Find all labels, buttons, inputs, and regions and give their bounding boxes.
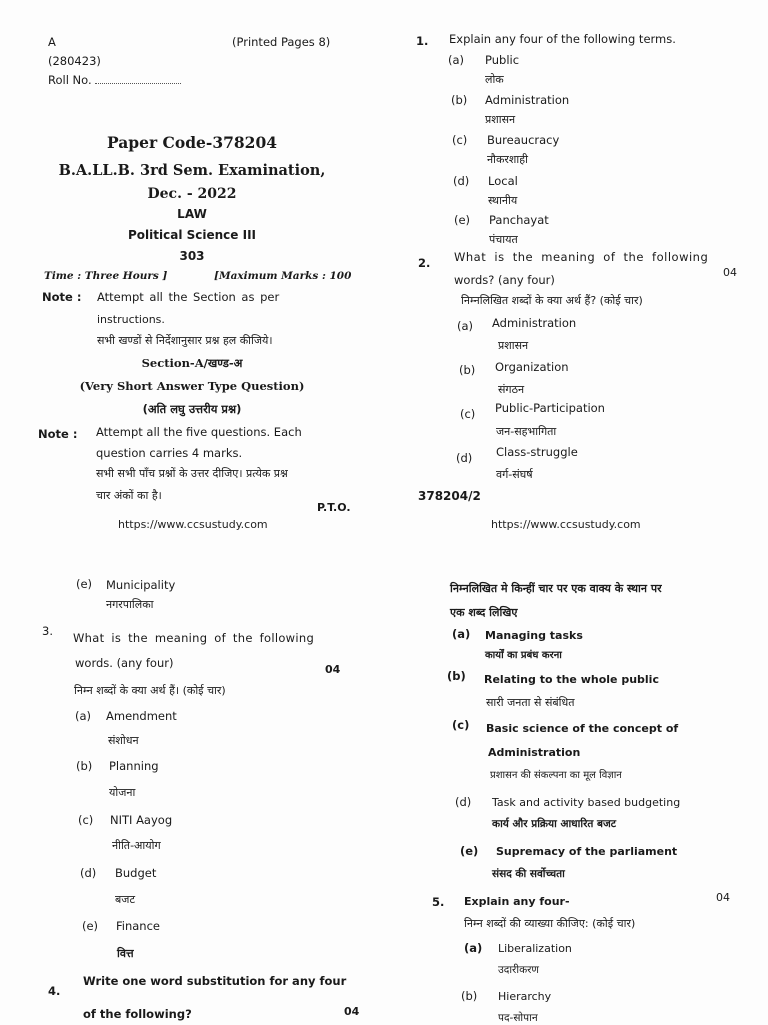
q2-item-d-hindi: वर्ग-संघर्ष <box>496 468 533 481</box>
q1-item-d-label: (d) <box>453 174 470 188</box>
q3-item-a: Amendment <box>106 709 177 723</box>
q4-text: Write one word substitution for any four <box>83 974 347 988</box>
page-3 <box>0 512 384 1024</box>
q2-item-d-label: (d) <box>456 451 473 465</box>
q4-item-e-label: (e) <box>460 844 479 858</box>
q2-item-e-label: (e) <box>76 577 93 591</box>
q4-item-b-label: (b) <box>447 669 466 683</box>
q1-text: Explain any four of the following terms. <box>449 32 676 46</box>
q1-item-b-label: (b) <box>451 93 468 107</box>
note2-hindi-2: चार अंकों का है। <box>96 489 162 502</box>
q4-marks: 04 <box>344 1005 360 1018</box>
q1-item-b: Administration <box>485 93 570 107</box>
q2-item-e: Municipality <box>106 578 176 592</box>
q3-text: What is the meaning of the following <box>73 631 315 645</box>
q3-item-b-label: (b) <box>76 759 93 773</box>
q4-item-d-hindi: कार्य और प्रक्रिया आधारित बजट <box>492 818 617 830</box>
q1-item-e-label: (e) <box>454 213 471 227</box>
q2-item-c-hindi: जन-सहभागिता <box>496 425 557 438</box>
paper-code: Paper Code-378204 <box>106 133 278 152</box>
exam-code: (280423) <box>48 54 101 68</box>
roll-no-field <box>95 82 181 84</box>
q2-item-e-hindi: नगरपालिका <box>106 598 154 611</box>
q2-item-d: Class-struggle <box>496 445 578 459</box>
q1-number: 1. <box>416 34 429 48</box>
q1-item-c-label: (c) <box>452 133 468 147</box>
footer-url[interactable]: https://www.ccsustudy.com <box>118 518 268 531</box>
maximum-marks: [Maximum Marks : 100 <box>214 270 352 282</box>
q3-item-a-label: (a) <box>75 709 92 723</box>
q1-item-a-label: (a) <box>448 53 465 67</box>
q2-number: 2. <box>418 256 431 270</box>
q3-item-b-hindi: योजना <box>109 786 136 799</box>
q3-item-c-label: (c) <box>78 813 94 827</box>
q5-item-b-label: (b) <box>461 989 478 1003</box>
paper-number: 303 <box>179 249 205 263</box>
q2-item-a-hindi: प्रशासन <box>498 339 529 352</box>
q5-item-b: Hierarchy <box>498 990 552 1003</box>
q1-item-e-hindi: पंचायत <box>489 233 518 246</box>
q4-hindi: निम्नलिखित मे किन्हीं चार पर एक वाक्य के स्थान पर <box>450 582 662 595</box>
note2-label: Note : <box>38 427 78 441</box>
q1-item-c: Bureaucracy <box>487 133 560 147</box>
note2-text-2: question carries 4 marks. <box>96 446 243 460</box>
q3-item-e-label: (e) <box>82 919 99 933</box>
note-hindi: सभी खण्डों से निर्देशानुसार प्रश्न हल कीजिये। <box>97 334 273 347</box>
q1-item-d: Local <box>488 174 518 188</box>
note-text: Attempt all the Section as per <box>97 290 280 304</box>
q3-item-a-hindi: संशोधन <box>108 734 139 747</box>
time-allowed: Time : Three Hours ] <box>44 270 168 282</box>
section-heading: Section-A/खण्ड-अ <box>141 356 243 370</box>
q4-item-c-label: (c) <box>452 718 470 732</box>
q4-text-2: of the following? <box>83 1007 192 1021</box>
q4-item-a-hindi: कार्यों का प्रबंध करना <box>485 650 562 661</box>
q2-item-c: Public-Participation <box>495 401 605 415</box>
note-label: Note : <box>42 290 82 304</box>
q4-item-b: Relating to the whole public <box>484 673 659 686</box>
q5-item-a-hindi: उदारीकरण <box>498 964 540 976</box>
q4-item-c: Basic science of the concept of <box>486 722 679 735</box>
q3-item-b: Planning <box>109 759 159 773</box>
footer-url[interactable]: https://www.ccsustudy.com <box>491 518 641 531</box>
section-type: (Very Short Answer Type Question) <box>79 379 305 393</box>
q3-number: 3. <box>42 624 53 638</box>
q3-hindi: निम्न शब्दों के क्या अर्थ हैं। (कोई चार) <box>74 684 226 697</box>
q2-hindi: निम्नलिखित शब्दों के क्या अर्थ हैं? (कोई चार) <box>461 294 643 307</box>
exam-date: Dec. - 2022 <box>147 186 237 202</box>
q2-item-b: Organization <box>495 360 569 374</box>
q4-item-d: Task and activity based budgeting <box>492 796 681 809</box>
q5-item-a: Liberalization <box>498 942 572 955</box>
q5-item-a-label: (a) <box>464 941 483 955</box>
q4-item-c-hindi: प्रशासन की संकल्पना का मूल विज्ञान <box>490 770 622 781</box>
subject: LAW <box>177 207 207 221</box>
q3-item-c-hindi: नीति-आयोग <box>112 839 161 852</box>
roll-no-label: Roll No. <box>48 73 92 87</box>
q4-hindi-2: एक शब्द लिखिए <box>450 606 518 619</box>
note2-hindi: सभी सभी पाँच प्रश्नों के उत्तर दीजिए। प्रत्येक प्रश्न <box>96 467 288 480</box>
q2-text-2: words? (any four) <box>454 273 555 287</box>
q1-item-e: Panchayat <box>489 213 549 227</box>
q4-item-a-label: (a) <box>452 627 471 641</box>
paper-name: Political Science III <box>128 228 256 242</box>
q4-item-e-hindi: संसद की सर्वोच्चता <box>492 868 565 880</box>
q1-item-a: Public <box>485 53 520 67</box>
q5-text: Explain any four- <box>464 895 570 908</box>
q3-text-2 <box>75 657 173 671</box>
q1-item-a-hindi: लोक <box>485 73 504 86</box>
series-label: A <box>48 35 56 49</box>
q1-item-d-hindi: स्थानीय <box>488 194 518 207</box>
q2-item-b-label: (b) <box>459 363 476 377</box>
q3-item-c: NITI Aayog <box>110 813 173 827</box>
page-footer-code: 378204/2 <box>418 489 481 503</box>
q5-hindi: निम्न शब्दों की व्याख्या कीजिए: (कोई चार) <box>464 917 636 930</box>
q3-item-d-hindi: बजट <box>115 893 135 906</box>
q4-item-d-label: (d) <box>455 795 472 809</box>
q3-item-d: Budget <box>115 866 157 880</box>
q1-item-b-hindi: प्रशासन <box>485 113 516 126</box>
note2-text: Attempt all the five questions. Each <box>96 425 302 439</box>
q2-item-a-label: (a) <box>457 319 474 333</box>
q4-item-e: Supremacy of the parliament <box>496 845 678 858</box>
pto: P.T.O. <box>317 501 351 514</box>
q2-item-a: Administration <box>492 316 577 330</box>
printed-pages: (Printed Pages 8) <box>232 35 331 49</box>
q3-marks: 04 <box>325 663 341 676</box>
page-1 <box>0 0 384 531</box>
q3-item-e: Finance <box>116 919 160 933</box>
q2-marks: 04 <box>723 266 737 279</box>
note-text-2: instructions. <box>97 313 165 326</box>
page-4 <box>384 512 768 1024</box>
q3-item-e-hindi: वित्त <box>117 947 134 960</box>
q4-item-c-2: Administration <box>488 746 581 759</box>
q5-item-b-hindi: पद-सोपान <box>498 1012 538 1024</box>
roll-no <box>48 74 181 88</box>
q3-text-2-value: words. (any four) <box>75 656 174 670</box>
q2-text: What is the meaning of the following <box>454 250 709 264</box>
exam-title: B.A.LL.B. 3rd Sem. Examination, <box>58 162 326 179</box>
q5-marks: 04 <box>716 891 730 904</box>
q1-item-c-hindi: नौकरशाही <box>487 153 528 166</box>
q5-number: 5. <box>432 895 445 909</box>
q3-item-d-label: (d) <box>80 866 97 880</box>
q4-item-a: Managing tasks <box>485 629 583 642</box>
q4-item-b-hindi: सारी जनता से संबंधित <box>486 696 575 709</box>
q2-item-c-label: (c) <box>460 407 476 421</box>
q2-item-b-hindi: संगठन <box>498 383 525 396</box>
section-type-hindi: (अति लघु उत्तरीय प्रश्न) <box>142 402 242 416</box>
page-2 <box>384 0 768 531</box>
q4-number: 4. <box>48 984 61 998</box>
